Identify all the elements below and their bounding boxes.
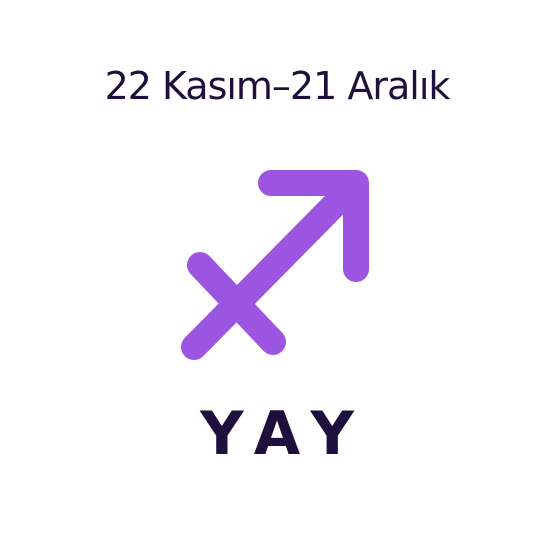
sign-name: YAY xyxy=(200,399,370,469)
sagittarius-icon xyxy=(170,163,382,373)
date-range: 22 Kasım–21 Aralık xyxy=(104,64,450,108)
